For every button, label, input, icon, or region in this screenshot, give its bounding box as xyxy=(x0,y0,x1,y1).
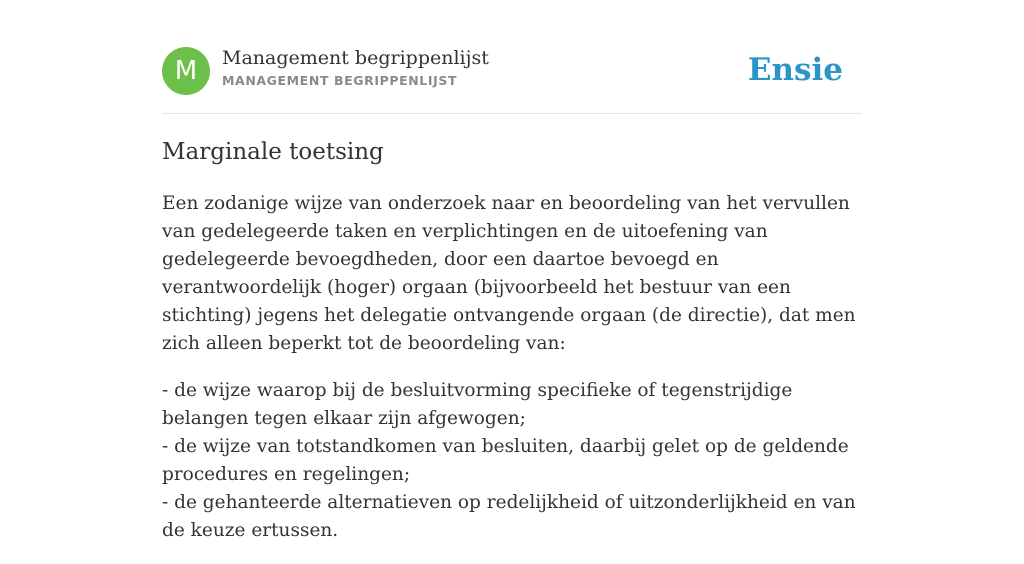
glossary-title[interactable]: Management begrippenlijst xyxy=(222,47,489,69)
avatar[interactable]: M xyxy=(162,47,210,95)
ensie-logo[interactable]: Ensie xyxy=(747,52,843,88)
definition-list xyxy=(162,377,862,545)
definition xyxy=(162,190,862,564)
header xyxy=(162,46,862,96)
divider xyxy=(162,113,862,114)
header-titles xyxy=(222,46,489,89)
glossary-subtitle[interactable]: MANAGEMENT BEGRIPPENLIJST xyxy=(222,73,458,88)
definition-list-item: - de gehanteerde alternatieven op redelijkheid of uitzonderlijkheid en van de keuze ertussen. xyxy=(162,492,856,541)
definition-paragraph: Een zodanige wijze van onderzoek naar en beoordeling van het vervullen van gedelegeerde taken en verplichtingen en de uitoefening van gedelegeerde bevoegdheden, door een daartoe bevoegd en verantwoordelijk (hoger) orgaan (bijvoorbeeld het bestuur van een stichting) jegens het delegatie ontvangende orgaan (de directie), dat men zich alleen beperkt tot de beoordeling van: xyxy=(162,193,856,354)
definition-list-item: - de wijze van totstandkomen van besluiten, daarbij gelet op de geldende procedures en regelingen; xyxy=(162,436,849,485)
definition-list-item: - de wijze waarop bij de besluitvorming specifieke of tegenstrijdige belangen tegen elkaar zijn afgewogen; xyxy=(162,380,793,429)
term-title: Marginale toetsing xyxy=(162,139,384,165)
